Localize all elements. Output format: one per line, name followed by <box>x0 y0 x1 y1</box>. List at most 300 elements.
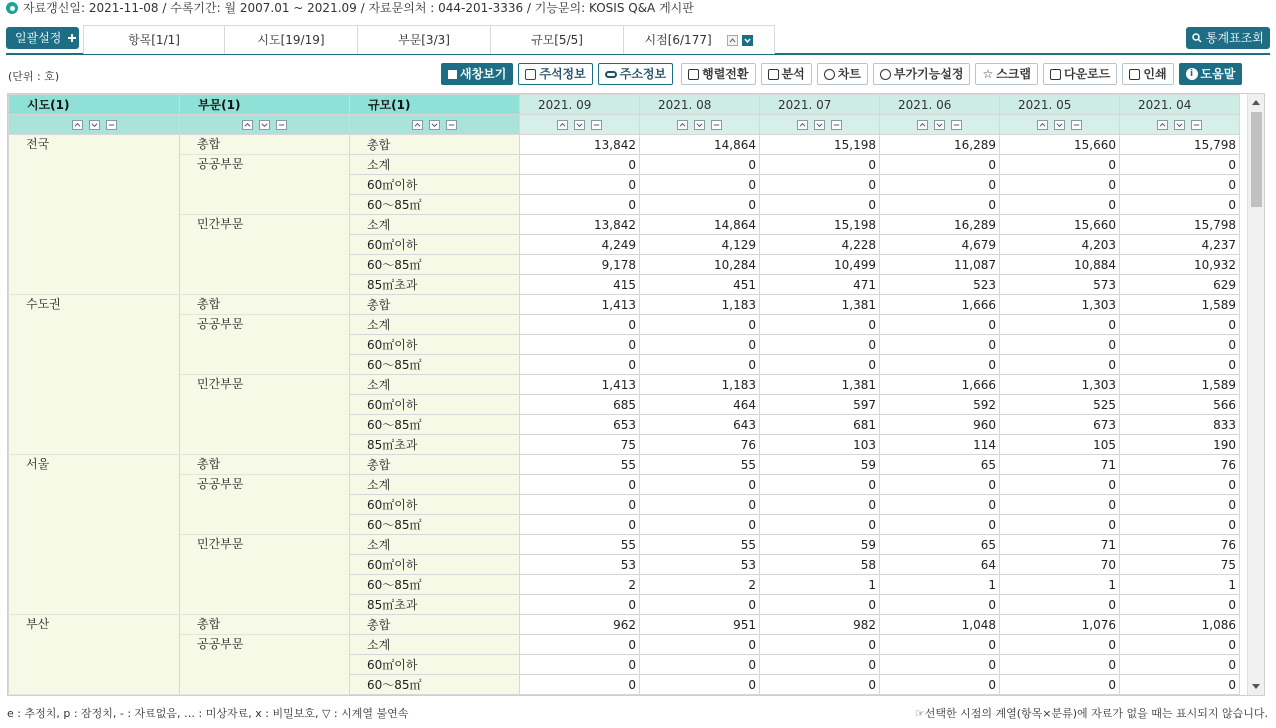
value-cell: 0 <box>520 195 640 215</box>
tab-size[interactable]: 규모[5/5] <box>491 26 624 54</box>
value-cell: 0 <box>880 675 1000 695</box>
value-cell: 0 <box>1120 635 1240 655</box>
sector-label: 총합 <box>180 455 350 475</box>
value-cell: 0 <box>760 475 880 495</box>
sort-up-icon[interactable] <box>677 120 688 130</box>
remove-icon[interactable] <box>446 120 457 130</box>
size-label: 60㎡이하 <box>350 555 520 575</box>
address-info-button[interactable] <box>598 63 673 85</box>
print-button[interactable] <box>1122 63 1173 85</box>
value-cell: 0 <box>640 335 760 355</box>
value-cell: 15,198 <box>760 215 880 235</box>
annotation-info-button[interactable] <box>518 63 592 85</box>
value-cell: 0 <box>1000 315 1120 335</box>
size-label: 소계 <box>350 475 520 495</box>
value-cell: 1,303 <box>1000 375 1120 395</box>
value-cell: 59 <box>760 455 880 475</box>
value-cell: 15,660 <box>1000 215 1120 235</box>
value-cell: 451 <box>640 275 760 295</box>
value-cell: 55 <box>640 455 760 475</box>
chart-icon <box>824 69 835 80</box>
size-label: 총합 <box>350 295 520 315</box>
value-cell: 4,129 <box>640 235 760 255</box>
value-cell: 1,381 <box>760 295 880 315</box>
address-info-label: 주소정보 <box>619 67 667 81</box>
transpose-button[interactable] <box>681 63 755 85</box>
value-cell: 0 <box>880 195 1000 215</box>
value-cell: 16,289 <box>880 135 1000 155</box>
value-cell: 0 <box>760 655 880 675</box>
tab-sector[interactable]: 부문[3/3] <box>358 26 491 54</box>
value-cell: 0 <box>640 175 760 195</box>
value-cell: 0 <box>520 175 640 195</box>
value-cell: 65 <box>880 455 1000 475</box>
data-info-bar <box>6 0 694 16</box>
tab-item[interactable]: 항목[1/1] <box>84 26 225 54</box>
value-cell: 1,183 <box>640 295 760 315</box>
value-cell: 1,086 <box>1120 615 1240 635</box>
size-label: 총합 <box>350 615 520 635</box>
size-label: 소계 <box>350 635 520 655</box>
sector-label: 공공부문 <box>180 635 350 695</box>
value-cell: 0 <box>1120 595 1240 615</box>
tab-period-label: 시점[6/177] <box>644 33 712 47</box>
sort-control-row <box>9 115 1240 135</box>
value-cell: 1,666 <box>880 375 1000 395</box>
table-row <box>9 535 1240 555</box>
size-label: 소계 <box>350 215 520 235</box>
value-cell: 105 <box>1000 435 1120 455</box>
sector-label: 민간부문 <box>180 535 350 615</box>
value-cell: 0 <box>520 675 640 695</box>
sort-up-icon[interactable] <box>72 120 83 130</box>
value-cell: 982 <box>760 615 880 635</box>
region-label: 전국 <box>9 135 180 295</box>
batch-settings-label: 일괄설정 <box>15 31 62 45</box>
size-label: 60～85㎡ <box>350 415 520 435</box>
remove-icon[interactable] <box>276 120 287 130</box>
printer-icon <box>1129 69 1140 80</box>
value-cell: 0 <box>760 355 880 375</box>
value-cell: 59 <box>760 535 880 555</box>
sort-down-icon[interactable] <box>1054 120 1065 130</box>
table-row <box>9 315 1240 335</box>
vertical-scrollbar[interactable] <box>1247 94 1264 695</box>
table-body <box>9 135 1240 695</box>
value-cell: 0 <box>1120 315 1240 335</box>
value-cell: 75 <box>1120 555 1240 575</box>
size-label: 60～85㎡ <box>350 675 520 695</box>
value-cell: 55 <box>520 535 640 555</box>
value-cell: 0 <box>520 155 640 175</box>
value-cell: 55 <box>520 455 640 475</box>
legend-note: e : 추정치, p : 잠정치, - : 자료없음, … : 미상자료, x : 비밀보호, ▽ : 시계열 불연속 <box>7 707 409 720</box>
link-icon <box>605 71 617 78</box>
value-cell: 629 <box>1120 275 1240 295</box>
value-cell: 0 <box>1120 335 1240 355</box>
scroll-up-icon[interactable] <box>1252 100 1260 105</box>
value-cell: 1 <box>760 575 880 595</box>
value-cell: 0 <box>880 635 1000 655</box>
print-label: 인쇄 <box>1143 67 1167 81</box>
remove-icon[interactable] <box>1191 120 1202 130</box>
table-row <box>9 295 1240 315</box>
scroll-thumb[interactable] <box>1251 112 1262 207</box>
transpose-label: 행렬전환 <box>702 67 749 81</box>
value-cell: 0 <box>1000 515 1120 535</box>
value-cell: 0 <box>640 315 760 335</box>
value-cell: 15,660 <box>1000 135 1120 155</box>
value-cell: 55 <box>640 535 760 555</box>
value-cell: 0 <box>640 355 760 375</box>
value-cell: 523 <box>880 275 1000 295</box>
value-cell: 0 <box>1000 335 1120 355</box>
download-label: 다운로드 <box>1063 67 1111 81</box>
value-cell: 14,864 <box>640 135 760 155</box>
value-cell: 14,864 <box>640 215 760 235</box>
value-cell: 0 <box>520 315 640 335</box>
value-cell: 0 <box>1000 475 1120 495</box>
value-cell: 0 <box>640 475 760 495</box>
sort-down-icon[interactable] <box>934 120 945 130</box>
table-row <box>9 615 1240 635</box>
sort-controls <box>760 115 880 135</box>
value-cell: 4,249 <box>520 235 640 255</box>
remove-icon[interactable] <box>1071 120 1082 130</box>
remove-icon[interactable] <box>106 120 117 130</box>
size-label: 60㎡이하 <box>350 175 520 195</box>
sort-down-icon[interactable] <box>814 120 825 130</box>
size-label: 60～85㎡ <box>350 515 520 535</box>
gear-icon <box>880 69 891 80</box>
value-cell: 1 <box>1000 575 1120 595</box>
table-row <box>9 155 1240 175</box>
value-cell: 1,413 <box>520 375 640 395</box>
size-label: 소계 <box>350 315 520 335</box>
value-cell: 0 <box>880 475 1000 495</box>
size-label: 60㎡이하 <box>350 655 520 675</box>
new-window-label: 새창보기 <box>460 67 507 81</box>
header-row <box>9 95 1240 115</box>
value-cell: 0 <box>760 195 880 215</box>
value-cell: 681 <box>760 415 880 435</box>
sector-label: 공공부문 <box>180 475 350 535</box>
sort-up-icon[interactable] <box>797 120 808 130</box>
search-icon <box>1192 33 1202 43</box>
table-row <box>9 135 1240 155</box>
chart-button[interactable] <box>817 63 868 85</box>
value-cell: 0 <box>1000 495 1120 515</box>
value-cell: 0 <box>760 155 880 175</box>
sort-down-icon[interactable] <box>89 120 100 130</box>
analysis-button[interactable] <box>761 63 812 85</box>
value-cell: 4,203 <box>1000 235 1120 255</box>
sector-label: 총합 <box>180 135 350 155</box>
value-cell: 0 <box>880 175 1000 195</box>
value-cell: 0 <box>880 335 1000 355</box>
tab-period[interactable] <box>624 26 774 54</box>
value-cell: 0 <box>880 495 1000 515</box>
value-cell: 10,932 <box>1120 255 1240 275</box>
value-cell: 0 <box>1120 475 1240 495</box>
value-cell: 0 <box>1120 655 1240 675</box>
dimension-tabbar <box>6 25 1270 55</box>
sort-up-icon[interactable] <box>917 120 928 130</box>
sector-label: 공공부문 <box>180 315 350 375</box>
sort-up-icon[interactable] <box>557 120 568 130</box>
value-cell: 13,842 <box>520 215 640 235</box>
help-button[interactable] <box>1179 63 1243 85</box>
sector-label: 총합 <box>180 295 350 315</box>
value-cell: 0 <box>520 475 640 495</box>
data-info-text: 자료갱신일: 2021-11-08 / 수록기간: 월 2007.01 ~ 2021.09 / 자료문의처 : 044-201-3336 / 기능문의: KOSIS Q&A 게시판 <box>23 1 694 15</box>
region-label: 서울 <box>9 455 180 615</box>
header-size[interactable]: 규모(1) <box>350 95 520 115</box>
value-cell: 464 <box>640 395 760 415</box>
value-cell: 15,798 <box>1120 215 1240 235</box>
value-cell: 0 <box>640 595 760 615</box>
size-label: 60㎡이하 <box>350 495 520 515</box>
download-icon <box>1050 69 1061 80</box>
statistics-table <box>8 94 1240 695</box>
value-cell: 1,589 <box>1120 375 1240 395</box>
sort-down-icon[interactable] <box>429 120 440 130</box>
table-row <box>9 635 1240 655</box>
value-cell: 70 <box>1000 555 1120 575</box>
sort-controls <box>180 115 350 135</box>
value-cell: 0 <box>760 515 880 535</box>
size-label: 60㎡이하 <box>350 335 520 355</box>
value-cell: 566 <box>1120 395 1240 415</box>
value-cell: 643 <box>640 415 760 435</box>
value-cell: 0 <box>760 315 880 335</box>
value-cell: 0 <box>1000 355 1120 375</box>
size-label: 총합 <box>350 455 520 475</box>
value-cell: 13,842 <box>520 135 640 155</box>
value-cell: 0 <box>640 515 760 535</box>
value-cell: 0 <box>640 155 760 175</box>
table-row <box>9 375 1240 395</box>
value-cell: 10,284 <box>640 255 760 275</box>
size-label: 60㎡이하 <box>350 235 520 255</box>
value-cell: 53 <box>640 555 760 575</box>
value-cell: 0 <box>880 355 1000 375</box>
value-cell: 0 <box>1120 195 1240 215</box>
remove-icon[interactable] <box>591 120 602 130</box>
value-cell: 0 <box>640 195 760 215</box>
value-cell: 592 <box>880 395 1000 415</box>
transpose-icon <box>688 69 699 80</box>
query-table-button[interactable] <box>1186 27 1270 49</box>
batch-settings-button[interactable] <box>6 27 79 49</box>
value-cell: 415 <box>520 275 640 295</box>
value-cell: 0 <box>880 155 1000 175</box>
value-cell: 0 <box>760 595 880 615</box>
missing-data-note: ☞선택한 시점의 계열(항목×분류)에 자료가 없을 때는 표시되지 않습니다. <box>914 707 1268 720</box>
value-cell: 1,048 <box>880 615 1000 635</box>
header-period: 2021. 08 <box>640 95 760 115</box>
header-period: 2021. 06 <box>880 95 1000 115</box>
unit-label: (단위 : 호) <box>8 70 60 83</box>
download-button[interactable] <box>1043 63 1117 85</box>
size-label: 총합 <box>350 135 520 155</box>
value-cell: 190 <box>1120 435 1240 455</box>
size-label: 60～85㎡ <box>350 255 520 275</box>
sort-controls <box>520 115 640 135</box>
size-label: 소계 <box>350 535 520 555</box>
header-period: 2021. 07 <box>760 95 880 115</box>
statistics-table-area <box>7 93 1265 696</box>
header-region[interactable]: 시도(1) <box>9 95 180 115</box>
expand-down-icon[interactable] <box>742 35 753 46</box>
value-cell: 1 <box>1120 575 1240 595</box>
value-cell: 0 <box>1000 675 1120 695</box>
value-cell: 0 <box>1000 595 1120 615</box>
value-cell: 673 <box>1000 415 1120 435</box>
value-cell: 962 <box>520 615 640 635</box>
scrap-label: 스크랩 <box>996 67 1031 81</box>
value-cell: 4,237 <box>1120 235 1240 255</box>
value-cell: 0 <box>1120 355 1240 375</box>
size-label: 85㎡초과 <box>350 595 520 615</box>
value-cell: 1,413 <box>520 295 640 315</box>
value-cell: 0 <box>1000 155 1120 175</box>
dimension-tabs <box>83 25 775 54</box>
value-cell: 114 <box>880 435 1000 455</box>
value-cell: 71 <box>1000 535 1120 555</box>
size-label: 60㎡이하 <box>350 395 520 415</box>
value-cell: 0 <box>1000 655 1120 675</box>
sort-controls <box>9 115 180 135</box>
value-cell: 1,666 <box>880 295 1000 315</box>
sector-label: 민간부문 <box>180 375 350 455</box>
value-cell: 58 <box>760 555 880 575</box>
sort-up-icon[interactable] <box>1157 120 1168 130</box>
value-cell: 0 <box>880 655 1000 675</box>
scrap-button[interactable] <box>975 63 1038 85</box>
collapse-up-icon[interactable] <box>727 35 738 46</box>
header-period: 2021. 05 <box>1000 95 1120 115</box>
value-cell: 75 <box>520 435 640 455</box>
value-cell: 951 <box>640 615 760 635</box>
remove-icon[interactable] <box>951 120 962 130</box>
value-cell: 471 <box>760 275 880 295</box>
sort-down-icon[interactable] <box>574 120 585 130</box>
sort-down-icon[interactable] <box>694 120 705 130</box>
value-cell: 0 <box>1120 155 1240 175</box>
value-cell: 0 <box>520 595 640 615</box>
value-cell: 4,228 <box>760 235 880 255</box>
value-cell: 0 <box>880 515 1000 535</box>
analysis-label: 분석 <box>781 67 805 81</box>
value-cell: 0 <box>880 595 1000 615</box>
annotation-info-label: 주석정보 <box>539 67 586 81</box>
value-cell: 0 <box>760 175 880 195</box>
value-cell: 525 <box>1000 395 1120 415</box>
value-cell: 0 <box>640 635 760 655</box>
extra-settings-label: 부가기능설정 <box>893 67 964 81</box>
size-label: 85㎡초과 <box>350 275 520 295</box>
tab-region[interactable]: 시도[19/19] <box>225 26 358 54</box>
value-cell: 0 <box>520 655 640 675</box>
value-cell: 0 <box>1120 515 1240 535</box>
size-label: 소계 <box>350 155 520 175</box>
table-row <box>9 215 1240 235</box>
sort-down-icon[interactable] <box>259 120 270 130</box>
value-cell: 0 <box>640 495 760 515</box>
help-label: 도움말 <box>1200 67 1236 81</box>
value-cell: 1,381 <box>760 375 880 395</box>
sort-down-icon[interactable] <box>1174 120 1185 130</box>
remove-icon[interactable] <box>711 120 722 130</box>
value-cell: 1 <box>880 575 1000 595</box>
table-row <box>9 475 1240 495</box>
value-cell: 0 <box>1120 175 1240 195</box>
info-icon <box>6 2 18 14</box>
value-cell: 573 <box>1000 275 1120 295</box>
size-label: 60～85㎡ <box>350 195 520 215</box>
value-cell: 1,303 <box>1000 295 1120 315</box>
value-cell: 597 <box>760 395 880 415</box>
value-cell: 960 <box>880 415 1000 435</box>
value-cell: 76 <box>1120 535 1240 555</box>
value-cell: 2 <box>640 575 760 595</box>
value-cell: 0 <box>520 335 640 355</box>
value-cell: 1,589 <box>1120 295 1240 315</box>
value-cell: 0 <box>520 355 640 375</box>
extra-settings-button[interactable] <box>873 63 971 85</box>
value-cell: 10,499 <box>760 255 880 275</box>
value-cell: 0 <box>520 515 640 535</box>
value-cell: 685 <box>520 395 640 415</box>
sort-up-icon[interactable] <box>1037 120 1048 130</box>
value-cell: 0 <box>520 495 640 515</box>
region-label: 수도권 <box>9 295 180 455</box>
region-label: 부산 <box>9 615 180 695</box>
sort-up-icon[interactable] <box>412 120 423 130</box>
value-cell: 0 <box>760 495 880 515</box>
size-label: 소계 <box>350 375 520 395</box>
value-cell: 2 <box>520 575 640 595</box>
header-sector[interactable]: 부문(1) <box>180 95 350 115</box>
value-cell: 9,178 <box>520 255 640 275</box>
value-cell: 15,198 <box>760 135 880 155</box>
scroll-down-icon[interactable] <box>1252 684 1260 689</box>
value-cell: 64 <box>880 555 1000 575</box>
value-cell: 1,076 <box>1000 615 1120 635</box>
table-toolbar <box>441 63 1242 85</box>
plus-icon <box>68 27 76 35</box>
value-cell: 0 <box>520 635 640 655</box>
size-label: 60～85㎡ <box>350 355 520 375</box>
value-cell: 4,679 <box>880 235 1000 255</box>
value-cell: 0 <box>880 315 1000 335</box>
value-cell: 0 <box>760 635 880 655</box>
sector-label: 공공부문 <box>180 155 350 215</box>
new-window-button[interactable] <box>441 63 513 85</box>
sector-label: 민간부문 <box>180 215 350 295</box>
value-cell: 833 <box>1120 415 1240 435</box>
sort-up-icon[interactable] <box>242 120 253 130</box>
remove-icon[interactable] <box>831 120 842 130</box>
sort-controls <box>1000 115 1120 135</box>
value-cell: 0 <box>640 655 760 675</box>
sector-label: 총합 <box>180 615 350 635</box>
value-cell: 10,884 <box>1000 255 1120 275</box>
size-label: 60～85㎡ <box>350 575 520 595</box>
value-cell: 76 <box>1120 455 1240 475</box>
value-cell: 65 <box>880 535 1000 555</box>
